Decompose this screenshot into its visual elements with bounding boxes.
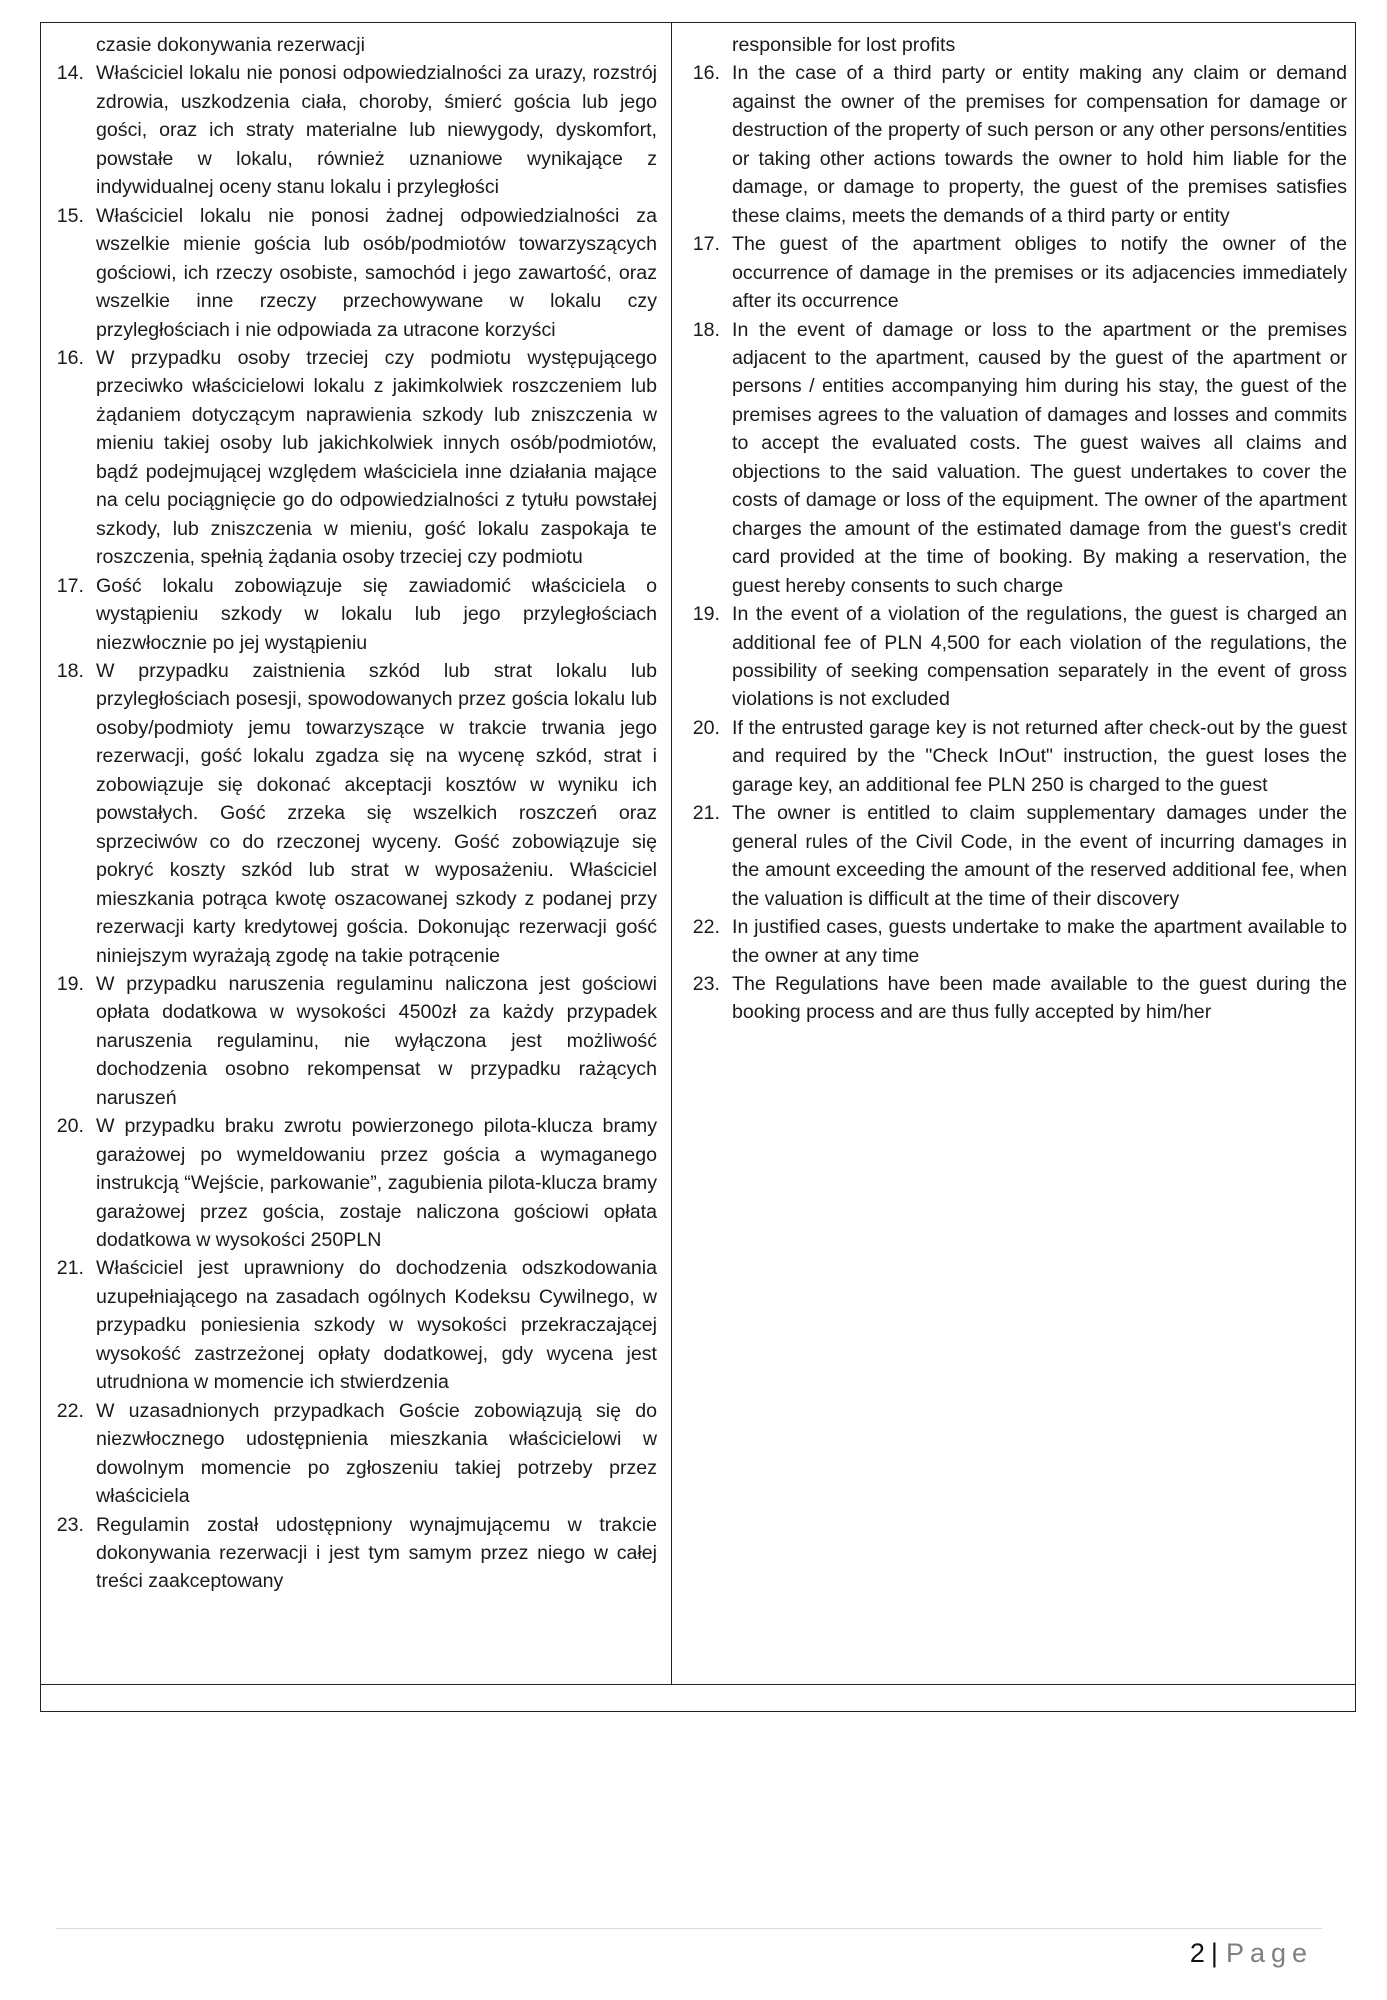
list-item [677,316,1347,601]
list-item [41,1254,657,1396]
item-text: In the event of damage or loss to the apartment or the premises adjacent to the apartment, caused by the guest of the apartment or persons / entities accompanying him during his stay, the guest of the premises agrees to the valuation of damages and losses and commits to accept the evaluated costs. The guest waives all claims and objections to the said valuation. The guest undertakes to cover the costs of damage or loss of the equipment. The owner of the apartment charges the amount of the estimated damage from the guest's credit card provided at the time of booking. By making a reservation, the guest hereby consents to such charge [732,318,1347,597]
item-text: The owner is entitled to claim supplementary damages under the general rules of the Civil Code, in the event of incurring damages in the amount exceeding the amount of the reserved additional fee, when the valuation is difficult at the time of their discovery [732,802,1347,910]
list-item [41,572,657,657]
polish-column [41,31,657,1596]
continuation-text: czasie dokonywania rezerwacji [96,34,365,56]
list-item [677,799,1347,913]
item-text: W przypadku zaistnienia szkód lub strat lokalu lub przyległościach posesji, spowodowanych przez gościa lokalu lub osoby/podmioty jemu towarzyszące w trakcie trwania jego rezerwacji, gość lokalu zgadza się na wycenę szkód, strat i zobowiązuje się dokonać akceptacji kosztów w wyniku ich powstałych. Gość zrzeka się wszelkich roszczeń oraz sprzeciwów co do rzeczonej wyceny. Gość zobowiązuje się pokryć koszty szkód lub strat w wyposażeniu. Właściciel mieszkania potrąca kwotę oszacowanej szkody z podanej przy rezerwacji karty kredytowej gościa. Dokonując rezerwacji gość niniejszym wyrażają zgodę na takie potrącenie [96,659,657,967]
english-column [677,31,1347,1027]
item-text: Właściciel lokalu nie ponosi odpowiedzialności za urazy, rozstrój zdrowia, uszkodzenia ciała, choroby, śmierć gościa lub jego gości, oraz ich straty materialne lub niewygody, dyskomfort, powstałe w lokalu, również uznaniowe wynikające z indywidualnej oceny stanu lokalu i przyległości [96,62,657,199]
list-item [677,230,1347,315]
list-item [41,1511,657,1596]
item-number: 18. [56,659,84,682]
list-item [41,1112,657,1254]
item-number: 23. [56,1513,84,1536]
item-text: The guest of the apartment obliges to notify the owner of the occurrence of damage in the premises or its adjacencies immediately after its occurrence [732,233,1347,313]
list-item [677,714,1347,799]
item-number: 17. [56,574,84,597]
item-text: W przypadku braku zwrotu powierzonego pilota-klucza bramy garażowej po wymeldowaniu przez gościa a wymaganego instrukcją “Wejście, parkowanie”, zagubienia pilota-klucza bramy garażowej przez gościa, zostaje naliczona gościowi opłata dodatkowa w wysokości 250PLN [96,1115,657,1252]
item-number: 16. [56,346,84,369]
item-text: Właściciel jest uprawniony do dochodzenia odszkodowania uzupełniającego na zasadach ogólnych Kodeksu Cywilnego, w przypadku poniesienia szkody w wysokości przekraczającej wysokość zastrzeżonej opłaty dodatkowej, gdy wycena jest utrudniona w momencie ich stwierdzenia [96,1257,657,1394]
item-number: 21. [692,802,720,825]
page-number: 2 [1189,1938,1205,1968]
item-text: W przypadku naruszenia regulaminu naliczona jest gościowi opłata dodatkowa w wysokości 4500zł za każdy przypadek naruszenia regulaminu, nie wyłączona jest możliwość dochodzenia osobno rekompensat w przypadku rażących naruszeń [96,972,657,1109]
list-item [41,59,657,201]
item-number: 20. [56,1115,84,1138]
list-item [41,1397,657,1511]
item-text: W uzasadnionych przypadkach Goście zobowiązują się do niezwłocznego udostępnienia mieszkania właścicielowi w dowolnym momencie po zgłoszeniu takiej potrzeby przez właściciela [96,1399,657,1508]
footer-rule [56,1928,1322,1929]
item-number: 19. [692,603,720,626]
list-item [41,202,657,344]
item-text: Regulamin został udostępniony wynajmującemu w trakcie dokonywania rezerwacji i jest tym samym przez niego w całej treści zaakceptowany [96,1513,657,1593]
item-number: 19. [56,972,84,995]
item-text: Gość lokalu zobowiązuje się zawiadomić właściciela o wystąpieniu szkody w lokalu lub jego przyległościach niezwłocznie po jej wystąpieniu [96,574,657,654]
item-number: 20. [692,716,720,739]
page-label: Page [1225,1938,1313,1968]
item-number: 15. [56,204,84,227]
item-text: The Regulations have been made available to the guest during the booking process and are thus fully accepted by him/her [732,972,1347,1024]
list-item [41,657,657,970]
item-text: In the event of a violation of the regulations, the guest is charged an additional fee of PLN 4,500 for each violation of the regulations, the possibility of seeking compensation separately in the event of gross violations is not excluded [732,603,1347,711]
item-number: 14. [56,62,84,85]
item-number: 17. [692,233,720,256]
item-text: In the case of a third party or entity making any claim or demand against the owner of the premises for compensation for damage or destruction of the property of such person or any other persons/entities or taking other actions towards the owner to hold him liable for the damage, or damage to property, the guest of the premises satisfies these claims, meets the demands of a third party or entity [732,62,1347,227]
list-item [41,344,657,572]
regulations-table [40,22,1356,1712]
item-text: W przypadku osoby trzeciej czy podmiotu występującego przeciwko właścicielowi lokalu z jakimkolwiek roszczeniem lub żądaniem dotyczącym naprawienia szkody lub zniszczenia w mieniu takiej osoby lub jakichkolwiek innych osób/podmiotów, bądź podejmującej względem właściciela inne działania mające na celu pociągnięcie go do odpowiedzialności z tytułu powstałej szkody, lub zniszczenia w mieniu, gość lokalu zaspokaja te roszczenia, spełnią żądania osoby trzeciej czy podmiotu [96,346,657,569]
continuation-text: responsible for lost profits [732,34,956,56]
list-item [677,913,1347,970]
list-item [677,59,1347,230]
list-item [41,970,657,1112]
item-text: If the entrusted garage key is not returned after check-out by the guest and required by the "Check InOut" instruction, the guest loses the garage key, an additional fee PLN 250 is charged to the guest [732,716,1347,796]
column-divider [671,23,672,1684]
item-number: 23. [692,972,720,995]
item-text: In justified cases, guests undertake to make the apartment available to the owner at any time [732,916,1347,967]
footer-separator: | [1210,1938,1218,1968]
item-number: 18. [692,318,720,341]
item-text: Właściciel lokalu nie ponosi żadnej odpowiedzialności za wszelkie mienie gościa lub osób/podmiotów towarzyszących gościowi, ich rzeczy osobiste, samochód i jego zawartość, oraz wszelkie inne rzeczy przechowywane w lokalu czy przyległościach i nie odpowiada za utracone korzyści [96,204,657,341]
item-number: 22. [692,916,720,939]
list-item [677,600,1347,714]
item-number: 22. [56,1399,84,1422]
item-number: 21. [56,1257,84,1280]
page-footer [1190,1936,1313,1970]
table-bottom-rule [41,1684,1355,1685]
item-number: 16. [692,62,720,85]
list-item [677,970,1347,1027]
